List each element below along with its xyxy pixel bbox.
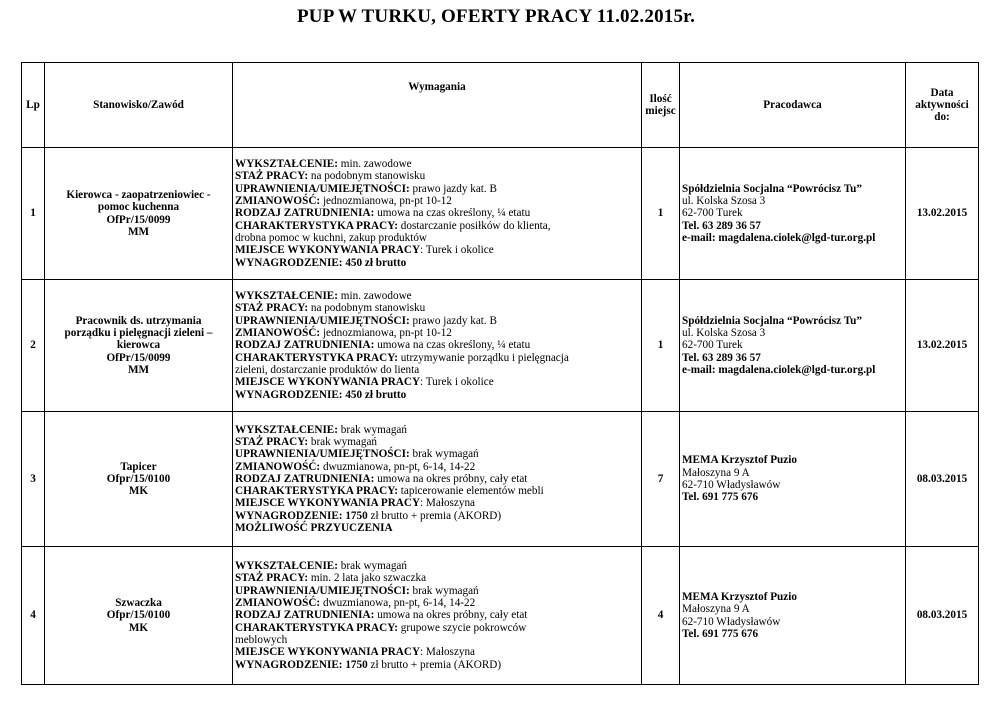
requirement-label: UPRAWNIENIA/UMIEJĘTNOŚCI: xyxy=(235,584,410,597)
requirement-label: WYKSZTAŁCENIE: xyxy=(235,560,338,573)
requirement-label: MOŻLIWOŚĆ PRZYUCZENIA xyxy=(235,522,393,535)
requirement-value: brak wymagań xyxy=(409,448,479,461)
requirement-line xyxy=(235,195,639,207)
cell-date: 08.03.2015 xyxy=(906,412,979,547)
position-line: Ofpr/15/0100 xyxy=(106,472,171,485)
requirement-line xyxy=(235,389,639,401)
requirement-label: RODZAJ ZATRUDNIENIA: xyxy=(235,609,375,622)
requirement-line xyxy=(235,659,639,671)
requirement-line xyxy=(235,560,639,572)
requirement-label: CHARAKTERYSTYKA PRACY: xyxy=(235,351,398,364)
requirement-value: : Małoszyna xyxy=(420,646,476,659)
position-line: Ofpr/15/0100 xyxy=(106,609,171,622)
position-line: Pracownik ds. utrzymania xyxy=(75,314,202,327)
requirement-line xyxy=(235,510,639,522)
requirement-label: MIEJSCE WYKONYWANIA PRACY xyxy=(235,646,421,659)
requirement-value: na podobnym stanowisku xyxy=(308,302,426,315)
cell-position xyxy=(45,547,233,685)
employer-city: 62-710 Władysławów xyxy=(682,479,781,491)
requirement-value: prawo jazdy kat. B xyxy=(409,182,497,195)
requirement-label: MIEJSCE WYKONYWANIA PRACY xyxy=(235,244,421,257)
requirement-value: brak wymagań xyxy=(338,560,407,573)
requirement-label: RODZAJ ZATRUDNIENIA: xyxy=(235,207,375,220)
requirement-value: dostarczanie posiłków do klienta, xyxy=(397,219,551,232)
requirement-label: MIEJSCE WYKONYWANIA PRACY xyxy=(235,497,421,510)
requirement-line xyxy=(235,497,639,509)
requirement-value: jednozmianowa, pn-pt 10-12 xyxy=(320,327,452,340)
requirement-label: WYKSZTAŁCENIE: xyxy=(235,423,338,436)
requirement-label: STAŻ PRACY: xyxy=(235,435,309,448)
requirement-line xyxy=(235,424,639,436)
requirement-line xyxy=(235,158,639,170)
table-row xyxy=(22,547,979,685)
employer-name: MEMA Krzysztof Puzio xyxy=(682,454,797,467)
cell-lp: 3 xyxy=(22,412,45,547)
employer-city: 62-700 Turek xyxy=(682,339,743,352)
page-title: PUP W TURKU, OFERTY PRACY 11.02.2015r. xyxy=(296,6,696,27)
employer-street: Małoszyna 9 A xyxy=(682,466,750,479)
cell-date: 08.03.2015 xyxy=(906,547,979,685)
requirement-line xyxy=(235,485,639,497)
position-line: MK xyxy=(128,485,149,498)
requirement-value: tapicerowanie elementów mebli xyxy=(397,485,544,498)
requirement-label: RODZAJ ZATRUDNIENIA: xyxy=(235,472,375,485)
requirement-label: STAŻ PRACY: xyxy=(235,302,309,315)
requirement-value: meblowych xyxy=(235,633,288,646)
requirement-line xyxy=(235,473,639,485)
requirement-value: dwuzmianowa, pn-pt, 6-14, 14-22 xyxy=(320,597,476,610)
cell-date: 13.02.2015 xyxy=(906,280,979,412)
requirement-line xyxy=(235,622,639,634)
requirement-value: umowa na okres próbny, cały etat xyxy=(374,609,528,622)
requirement-label: STAŻ PRACY: xyxy=(235,170,309,183)
requirement-value: umowa na okres próbny, cały etat xyxy=(374,472,528,485)
header-date: Data aktywności do: xyxy=(906,63,979,148)
requirement-label: ZMIANOWOŚĆ: xyxy=(235,195,321,208)
requirement-value: jednozmianowa, pn-pt 10-12 xyxy=(320,195,452,208)
requirement-label: ZMIANOWOŚĆ: xyxy=(235,327,321,340)
requirement-label: STAŻ PRACY: xyxy=(235,572,309,585)
requirement-value: brak wymagań xyxy=(409,584,479,597)
position-line: MM xyxy=(127,225,150,238)
requirement-label: WYKSZTAŁCENIE: xyxy=(235,158,338,171)
requirement-line xyxy=(235,232,639,244)
cell-position xyxy=(45,148,233,280)
requirement-value: zieleni, dostarczanie produktów do lienta xyxy=(235,363,420,376)
requirement-value: min. zawodowe xyxy=(338,290,412,303)
requirement-line xyxy=(235,257,639,269)
employer-street: ul. Kolska Szosa 3 xyxy=(682,195,766,208)
requirement-label: WYNAGRODZENIE: 450 zł brutto xyxy=(235,388,407,401)
employer-city: 62-700 Turek xyxy=(682,207,743,220)
cell-employer xyxy=(680,280,906,412)
cell-position xyxy=(45,280,233,412)
requirement-value: : Turek i okolice xyxy=(420,376,494,389)
position-line: MK xyxy=(128,621,149,634)
table-row xyxy=(22,412,979,547)
header-count: Ilość miejsc xyxy=(642,63,680,148)
employer-phone: Tel. 63 289 36 57 xyxy=(682,351,761,364)
cell-lp: 4 xyxy=(22,547,45,685)
employer-email: e-mail: magdalena.ciolek@lgd-tur.org.pl xyxy=(682,363,876,376)
cell-count: 4 xyxy=(642,547,680,685)
requirement-value: min. 2 lata jako szwaczka xyxy=(308,572,427,585)
requirement-value: dwuzmianowa, pn-pt, 6-14, 14-22 xyxy=(320,460,476,473)
requirement-line xyxy=(235,170,639,182)
requirement-value: zł brutto + premia (AKORD) xyxy=(367,658,502,671)
position-line: OfPr/15/0099 xyxy=(106,213,171,226)
requirement-label: UPRAWNIENIA/UMIEJĘTNOŚCI: xyxy=(235,448,410,461)
cell-lp: 1 xyxy=(22,148,45,280)
employer-phone: Tel. 63 289 36 57 xyxy=(682,219,761,232)
position-line: Szwaczka xyxy=(115,597,162,610)
header-lp: Lp xyxy=(22,63,45,148)
header-employer: Pracodawca xyxy=(680,63,906,148)
requirement-line xyxy=(235,376,639,388)
employer-name: MEMA Krzysztof Puzio xyxy=(682,590,797,603)
position-line: pomoc kuchenna xyxy=(97,201,180,214)
requirement-line xyxy=(235,609,639,621)
table-header-row xyxy=(22,63,979,148)
requirement-label: CHARAKTERYSTYKA PRACY: xyxy=(235,219,398,232)
position-line: Kierowca - zaopatrzeniowiec - xyxy=(66,188,211,201)
position-line: porządku i pielęgnacji zieleni – xyxy=(64,327,213,340)
cell-count: 1 xyxy=(642,148,680,280)
header-position: Stanowisko/Zawód xyxy=(45,63,233,148)
requirement-label: ZMIANOWOŚĆ: xyxy=(235,460,321,473)
requirement-value: brak wymagań xyxy=(338,423,407,436)
requirement-line xyxy=(235,436,639,448)
requirement-value: na podobnym stanowisku xyxy=(308,170,426,183)
requirement-line xyxy=(235,646,639,658)
requirement-value: drobna pomoc w kuchni, zakup produktów xyxy=(235,231,428,244)
requirement-line xyxy=(235,352,639,364)
cell-employer xyxy=(680,148,906,280)
requirement-label: CHARAKTERYSTYKA PRACY: xyxy=(235,621,398,634)
position-line: Tapicer xyxy=(120,460,157,473)
requirement-value: : Małoszyna xyxy=(420,497,476,510)
requirement-value: zł brutto + premia (AKORD) xyxy=(367,509,502,522)
position-line: OfPr/15/0099 xyxy=(106,351,171,364)
requirement-label: WYNAGRODZENIE: 450 zł brutto xyxy=(235,256,407,269)
requirement-line xyxy=(235,339,639,351)
requirement-line xyxy=(235,585,639,597)
cell-count: 7 xyxy=(642,412,680,547)
job-offers-table xyxy=(21,62,979,685)
position-line: MM xyxy=(127,363,150,376)
requirement-value: umowa na czas określony, ¼ etatu xyxy=(374,339,531,352)
header-requirements: Wymagania xyxy=(233,63,642,148)
requirement-label: UPRAWNIENIA/UMIEJĘTNOŚCI: xyxy=(235,314,410,327)
cell-requirements xyxy=(233,412,642,547)
requirement-value: umowa na czas określony, ¼ etatu xyxy=(374,207,531,220)
requirement-value: grupowe szycie pokrowców xyxy=(397,621,527,634)
cell-date: 13.02.2015 xyxy=(906,148,979,280)
requirement-line xyxy=(235,183,639,195)
employer-phone: Tel. 691 775 676 xyxy=(682,491,759,504)
requirement-line xyxy=(235,207,639,219)
requirement-line xyxy=(235,634,639,646)
requirement-line xyxy=(235,364,639,376)
requirement-label: WYKSZTAŁCENIE: xyxy=(235,290,338,303)
requirement-label: CHARAKTERYSTYKA PRACY: xyxy=(235,485,398,498)
employer-street: ul. Kolska Szosa 3 xyxy=(682,327,766,340)
requirement-value: min. zawodowe xyxy=(338,158,412,171)
requirement-line xyxy=(235,327,639,339)
employer-city: 62-710 Władysławów xyxy=(682,615,781,628)
employer-street: Małoszyna 9 A xyxy=(682,603,750,616)
requirement-line xyxy=(235,461,639,473)
cell-requirements xyxy=(233,547,642,685)
position-line: kierowca xyxy=(116,339,161,352)
requirement-line xyxy=(235,572,639,584)
cell-employer xyxy=(680,412,906,547)
requirement-line xyxy=(235,315,639,327)
requirement-line xyxy=(235,597,639,609)
employer-name: Spółdzielnia Socjalna “Powrócisz Tu” xyxy=(682,314,862,327)
employer-email: e-mail: magdalena.ciolek@lgd-tur.org.pl xyxy=(682,231,876,244)
cell-requirements xyxy=(233,148,642,280)
cell-employer xyxy=(680,547,906,685)
requirement-value: brak wymagań xyxy=(308,435,378,448)
requirement-line xyxy=(235,290,639,302)
requirement-value: : Turek i okolice xyxy=(420,244,494,257)
requirement-value: utrzymywanie porządku i pielęgnacja xyxy=(397,351,569,364)
requirement-label: WYNAGRODZENIE: 1750 xyxy=(235,658,368,671)
requirement-line xyxy=(235,302,639,314)
requirement-line xyxy=(235,448,639,460)
table-row xyxy=(22,280,979,412)
requirement-line xyxy=(235,220,639,232)
requirement-label: WYNAGRODZENIE: 1750 xyxy=(235,509,368,522)
cell-count: 1 xyxy=(642,280,680,412)
requirement-line xyxy=(235,522,639,534)
table-row xyxy=(22,148,979,280)
requirement-line xyxy=(235,244,639,256)
requirement-label: UPRAWNIENIA/UMIEJĘTNOŚCI: xyxy=(235,182,410,195)
employer-name: Spółdzielnia Socjalna “Powrócisz Tu” xyxy=(682,182,862,195)
cell-position xyxy=(45,412,233,547)
requirement-label: RODZAJ ZATRUDNIENIA: xyxy=(235,339,375,352)
requirement-value: prawo jazdy kat. B xyxy=(409,314,497,327)
cell-lp: 2 xyxy=(22,280,45,412)
employer-phone: Tel. 691 775 676 xyxy=(682,627,759,640)
cell-requirements xyxy=(233,280,642,412)
requirement-label: ZMIANOWOŚĆ: xyxy=(235,597,321,610)
requirement-label: MIEJSCE WYKONYWANIA PRACY xyxy=(235,376,421,389)
